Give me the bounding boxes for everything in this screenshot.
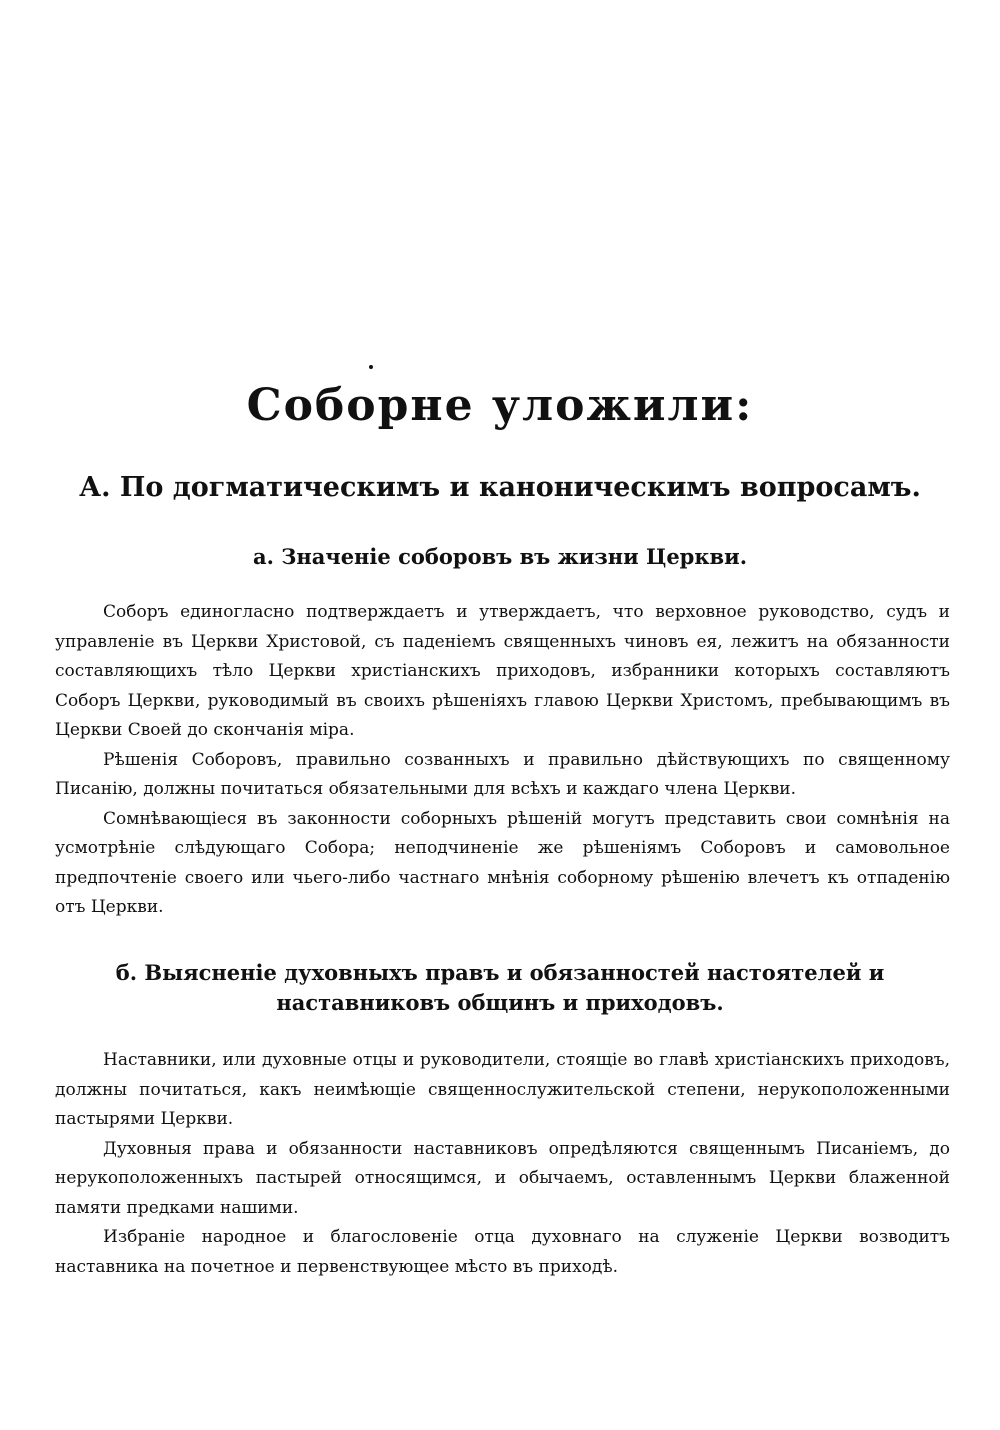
subsection-b-body: [55, 1046, 950, 1282]
paragraph: Духовныя права и обязанности наставниковъ опредѣляются священнымъ Писаніемъ, до нерукоположенныхъ пастырей относящимся, и обычаемъ, оставленнымъ Церкви блаженной памяти предками нашими.: [55, 1138, 950, 1218]
print-speck: [369, 365, 373, 369]
paragraph: Наставники, или духовные отцы и руководители, стоящіе во главѣ христіанскихъ приходовъ, должны почитаться, какъ неимѣющіе священнослужительской степени, нерукоположенными пастырями Церкви.: [55, 1050, 950, 1129]
paragraph: Сомнѣвающіеся въ законности соборныхъ рѣшеній могутъ представить свои сомнѣнія на усмотрѣніе слѣдующаго Собора; неподчиненіе же рѣшеніямъ Соборовъ и самовольное предпочтеніе своего или чьего-либо частнаго мнѣнія соборному рѣшенію влечетъ къ отпаденію отъ Церкви.: [55, 808, 950, 917]
subsection-a-heading: а. Значеніе соборовъ въ жизни Церкви.: [252, 544, 748, 569]
paragraph: Избраніе народное и благословеніе отца духовнаго на служеніе Церкви возводитъ наставника на почетное и первенствующее мѣсто въ приходѣ.: [55, 1227, 950, 1277]
paragraph: Рѣшенія Соборовъ, правильно созванныхъ и правильно дѣйствующихъ по священному Писанію, должны почитаться обязательными для всѣхъ и каждаго члена Церкви.: [55, 749, 950, 799]
subsection-a-body: [55, 598, 950, 923]
section-heading: А. По догматическимъ и каноническимъ вопросамъ.: [79, 472, 921, 503]
subsection-b-heading: б. Выясненіе духовныхъ правъ и обязанностей настоятелей и наставниковъ общинъ и приходовъ.: [115, 960, 885, 1015]
page-title: Соборне уложили:: [246, 380, 754, 431]
paragraph: Соборъ единогласно подтверждаетъ и утверждаетъ, что верховное руководство, судъ и управленіе въ Церкви Христовой, съ паденіемъ священныхъ чиновъ ея, лежитъ на обязанности составляющихъ тѣло Церкви христіанскихъ приходовъ, избранники которыхъ составляютъ Соборъ Церкви, руководимый въ своихъ рѣшеніяхъ главою Церкви Христомъ, пребывающимъ въ Церкви Своей до скончанія міра.: [55, 602, 950, 740]
